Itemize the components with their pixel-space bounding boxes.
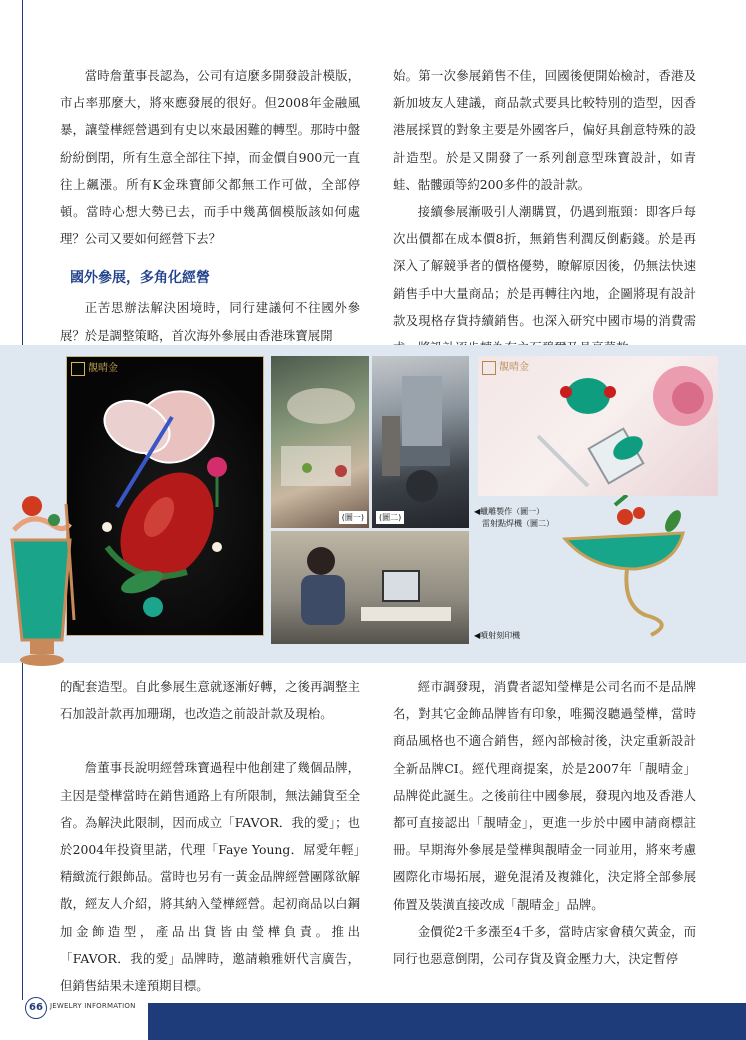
article-column-top-right	[393, 62, 696, 361]
side-caption-laser: 雷射點焊機（圖二）	[482, 519, 554, 528]
laser-welding-photo	[372, 356, 469, 528]
wax-carving-photo	[271, 356, 369, 528]
article-column-bottom-right	[393, 673, 696, 972]
cocktail-pendant-photo	[555, 495, 715, 645]
sundae-pendant-photo	[4, 480, 84, 670]
workshop-illustration	[271, 356, 369, 528]
paragraph: 詹董事長說明經營珠寶過程中他創建了幾個品牌，主因是瑩樺當時在銷售通路上有所限制，無法鋪貨至全省。為解決此限制，因而成立「FAVOR．我的愛」；也於2004年投資里諾，代理「Faye Young．屌愛年輕」精緻流行銀飾品。當時也另有一黃金品牌經營團隊欲解散，經友人介紹，將其納入瑩樺經營。起初商品以白鋼加金飾造型，產品出貨皆由瑩樺負責。推出「FAVOR．我的愛」品牌時，邀請賴雅妍代言廣告，但銷售結果未達預期目標。	[60, 760, 360, 994]
operator-illustration	[271, 531, 469, 644]
brand-logo: 靚晴金	[71, 361, 125, 377]
brand-seal-icon	[482, 361, 496, 375]
article-column-top-left	[60, 62, 360, 349]
sundae-pendant-illustration	[4, 480, 84, 670]
side-caption-wax: ◀蠟雕製作（圖一）	[474, 507, 545, 516]
rose-and-bracelet-illustration	[478, 356, 718, 496]
engraving-printer-photo	[271, 531, 469, 644]
cocktail-pendant-illustration	[555, 495, 715, 645]
paragraph: 金價從2千多漲至4千多，當時店家會積欠黃金，而同行也惡意倒閉，公司存貨及資金壓力大，決定暫停	[393, 923, 696, 967]
paragraph: 始。第一次參展銷售不佳，回國後便開始檢討，香港及新加坡友人建議，商品款式要具比較特別的造型，因香港展採買的對象主要是外國客戶，偏好具創意特殊的設計造型。於是又開發了一系列創意型珠寶設計，如青蛙、骷髏頭等約200多件的設計款。	[393, 68, 696, 192]
dragonfly-brooch-illustration	[67, 357, 263, 635]
dragonfly-brooch-photo	[66, 356, 264, 636]
brand-logo: 靚晴金	[482, 360, 536, 376]
magazine-name: JEWELRY INFORMATION	[50, 1002, 136, 1010]
paragraph: 的配套造型。自此參展生意就逐漸好轉，之後再調整主石加設計款再加珊瑚，也改造之前設計款及現枱。	[60, 679, 360, 722]
laser-machine-illustration	[372, 356, 469, 528]
emerald-bracelet-photo	[478, 356, 718, 496]
article-column-bottom-left	[60, 673, 360, 999]
page-number: 66	[25, 997, 47, 1019]
brand-seal-icon	[71, 362, 85, 376]
side-caption-printer: ◀噴射刻印機	[474, 631, 521, 640]
section-heading: 國外參展，多角化經營	[70, 270, 210, 287]
figure-caption: (圖一)	[339, 511, 367, 524]
paragraph: 經市調發現，消費者認知瑩樺是公司名而不是品牌名，對其它金飾品牌皆有印象，唯獨沒聽過瑩樺，當時商品風格也不適合銷售，經內部檢討後，決定重新設計全新品牌CI。經代理商提案，於是2007年「靚晴金」品牌從此誕生。之後前往中國參展，發現內地及香港人都可直接認出「靚晴金」，更進一步於中國申請商標註冊。早期海外參展是瑩樺與靚晴金一同並用，將來考慮國際化市場拓展，避免混淆及複雜化，決定將全部參展佈置及裝潢直接改成「靚晴金」品牌。	[393, 679, 696, 912]
paragraph: 正苦思辦法解決困境時，同行建議何不往國外參展？於是調整策略，首次海外參展由香港珠寶展開	[60, 300, 360, 343]
paragraph: 接續參展漸吸引人潮購買，仍遇到瓶頸：即客戶每次出價都在成本價8折，無銷售利潤反倒虧錢。於是再深入了解競爭者的價格優勢，瞭解原因後，仍無法快速銷售手中大量商品；於是再轉往內地，企圖將現有設計款及現格存貨持續銷售。也深入研究中國市場的消費需	[393, 204, 696, 328]
figure-caption: (圖二)	[376, 511, 404, 524]
paragraph: 當時詹董事長認為，公司有這麼多開發設計模版，市占率那麼大，將來應發展的很好。但2008年金融風暴，讓瑩樺經營遇到有史以來最困難的轉型。那時中盤紛紛倒閉，所有生意全部往下掉，而金價自900元一直往上飆漲。所有K金珠寶師父都無工作可做，全部停頓。當時心想大勢已去，而手中幾萬個模版該如何處理？公司又要如何經營下去？	[60, 68, 360, 247]
footer-band	[148, 1003, 746, 1040]
